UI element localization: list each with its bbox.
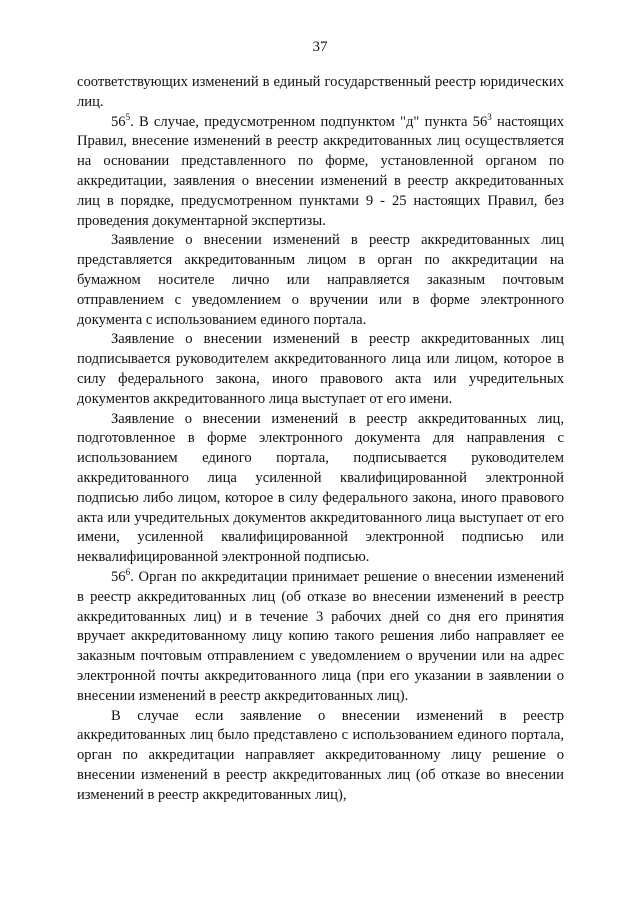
paragraph-text: соответствующих изменений в единый государственный реестр юридических лиц. [77,74,564,110]
clause-number-superscript: 5 [125,111,131,122]
paragraph-text: Заявление о внесении изменений в реестр аккредитованных лиц представляется аккредитованным лицом в орган по аккредитации на бумажном носителе лично или направляется заказным почтовым отправлением с уведомлением о вручении или в форме электронного документа с использованием единого портала. [77,232,564,328]
paragraph [77,73,564,113]
page-number: 37 [312,39,328,55]
clause-number: 56 [111,113,126,130]
clause-number-superscript: 6 [125,567,131,578]
document-body [77,73,564,805]
numbered-paragraph [77,568,564,707]
paragraph [77,330,564,409]
reference-superscript: 3 [487,111,492,122]
paragraph [77,410,564,568]
paragraph-text: . Орган по аккредитации принимает решение о внесении изменений в реестр аккредитованных лиц (об отказе во внесении изменений в реестр аккредитованных лиц) и в течение 3 рабочих дней со дня его принятия вручает аккредитованному лицу копию такого решения либо направляет ее заказным почтовым отправлением с уведомлением о вручении или на адрес электронной почты аккредитованного лица (при его указании в заявлении о внесении изменений в реестр аккредитованных лиц). [77,568,564,704]
paragraph-text: настоящих Правил, внесение изменений в реестр аккредитованных лиц осуществляется на основании представленного по форме, установленной органом по аккредитации, заявления о внесении изменений в реестр аккредитованных лиц в порядке, предусмотренном пунктами 9 - 25 настоящих Правил, без проведения документарной экспертизы. [77,113,564,229]
numbered-paragraph [77,113,564,232]
paragraph [77,707,564,806]
paragraph-text-lead: . В случае, предусмотренном подпунктом "д" пункта 56 [130,113,488,130]
paragraph-text: Заявление о внесении изменений в реестр аккредитованных лиц, подготовленное в форме электронного документа для направления с использованием единого портала, подписывается руководителем аккредитованного лица усиленной квалифицированной электронной подписью либо лицом, которое в силу федерального закона, иного правового акта или учредительных документов аккредитованного лица выступает от его имени, усиленной квалифицированной электронной подписью или неквалифицированной электронной подписью. [77,410,564,566]
paragraph-text: Заявление о внесении изменений в реестр аккредитованных лиц подписывается руководителем аккредитованного лица или лицом, которое в силу федерального закона, иного правового акта или учредительных документов аккредитованного лица выступает от его имени. [77,331,564,407]
paragraph-text: В случае если заявление о внесении изменений в реестр аккредитованных лиц было представлено с использованием единого портала, орган по аккредитации направляет аккредитованному лицу решение о внесении изменений в реестр аккредитованных лиц (об отказе во внесении изменений в реестр аккредитованных лиц), [77,707,564,803]
clause-number: 56 [111,568,126,585]
paragraph [77,231,564,330]
